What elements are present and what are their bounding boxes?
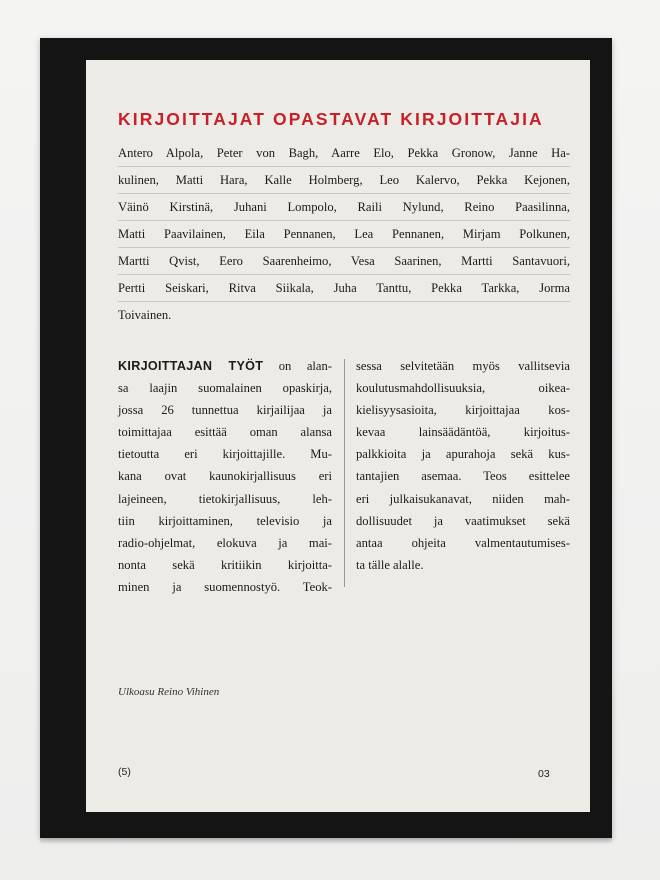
- description-line: toimittajaa esittää oman alansa: [118, 425, 332, 440]
- description-lead: KIRJOITTAJAN TYÖT: [118, 359, 264, 373]
- description-line: kana ovat kaunokirjallisuus eri: [118, 469, 332, 484]
- description-columns: [118, 355, 570, 615]
- description-line: [118, 355, 332, 377]
- description-line: jossa 26 tunnettua kirjailijaa ja: [118, 403, 332, 418]
- description-right-column: [356, 355, 570, 576]
- description-line: palkkioita ja apurahoja sekä kus-: [356, 447, 570, 462]
- description-line: antaa ohjeita valmentautumises-: [356, 535, 570, 550]
- layout-credit: Ulkoasu Reino Vihinen: [118, 686, 220, 698]
- cover-paper-panel: [86, 60, 590, 812]
- description-line: minen ja suomennostyö. Teok-: [118, 579, 332, 594]
- description-line: tietoutta eri kirjoittajille. Mu-: [118, 447, 332, 462]
- catalog-code-right: 03: [538, 768, 550, 780]
- catalog-code-left: (5): [118, 766, 131, 778]
- description-line: ta tälle alalle.: [356, 557, 424, 572]
- description-line: nonta sekä kritiikin kirjoitta-: [118, 557, 332, 572]
- description-line: tantajien asemaa. Teos esittelee: [356, 469, 570, 484]
- description-first-line-rest: on alan-: [263, 359, 332, 373]
- contributor-line: Matti Paavilainen, Eila Pennanen, Lea Pennanen, Mirjam Polkunen,: [118, 221, 570, 248]
- description-line: radio-ohjelmat, elokuva ja mai-: [118, 535, 332, 550]
- description-line: sa laajin suomalainen opaskirja,: [118, 381, 332, 396]
- cover-title: KIRJOITTAJAT OPASTAVAT KIRJOITTAJIA: [118, 109, 544, 129]
- description-line: koulutusmahdollisuuksia, oikea-: [356, 381, 570, 396]
- description-line: dollisuudet ja vaatimukset sekä: [356, 513, 570, 528]
- contributor-line: Martti Qvist, Eero Saarenheimo, Vesa Saarinen, Martti Santavuori,: [118, 248, 570, 275]
- contributor-line: Väinö Kirstinä, Juhani Lompolo, Raili Nylund, Reino Paasilinna,: [118, 194, 570, 221]
- description-line: kevaa lainsäädäntöä, kirjoitus-: [356, 425, 570, 440]
- description-line: sessa selvitetään myös vallitsevia: [356, 359, 570, 373]
- column-divider: [344, 359, 345, 587]
- description-line: kielisyysasioita, kirjoittajaa kos-: [356, 403, 570, 418]
- contributor-line: Toivainen.: [118, 308, 172, 322]
- description-line: eri julkaisukanavat, niiden mah-: [356, 491, 570, 506]
- description-left-column: [118, 355, 332, 598]
- contributor-line: Pertti Seiskari, Ritva Siikala, Juha Tanttu, Pekka Tarkka, Jorma: [118, 275, 570, 302]
- book-back-cover: [40, 38, 612, 838]
- description-line: tiin kirjoittaminen, televisio ja: [118, 513, 332, 528]
- contributor-line: Antero Alpola, Peter von Bagh, Aarre Elo, Pekka Gronow, Janne Ha-: [118, 140, 570, 167]
- description-line: lajeineen, tietokirjallisuus, leh-: [118, 491, 332, 506]
- contributor-line: kulinen, Matti Hara, Kalle Holmberg, Leo Kalervo, Pekka Kejonen,: [118, 167, 570, 194]
- contributor-list: [118, 140, 570, 329]
